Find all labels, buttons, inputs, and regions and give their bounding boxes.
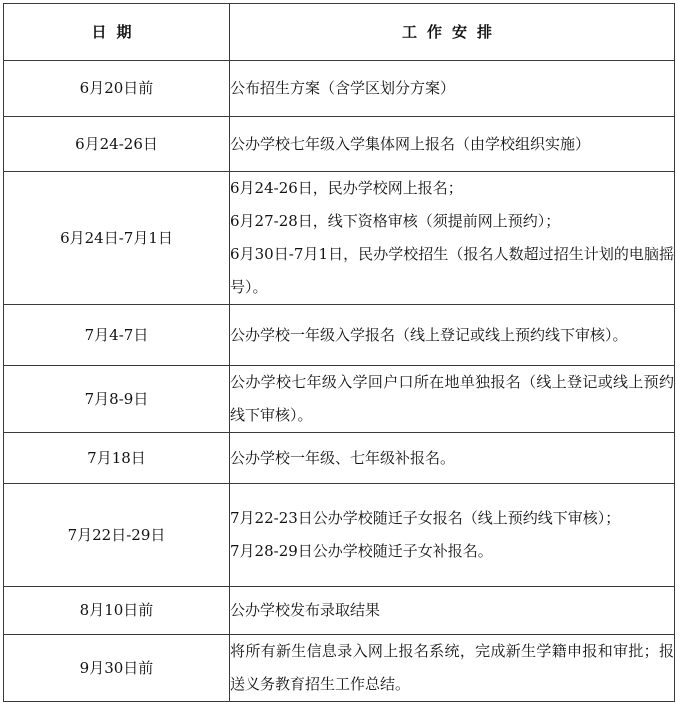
header-date: 日期 <box>4 4 230 61</box>
task-line: 6月24-26日，民办学校网上报名； <box>230 179 463 197</box>
row-date: 9月30日前 <box>4 635 230 702</box>
table-row <box>4 305 675 366</box>
task-line: 6月27-28日，线下资格审核（须提前网上预约）； <box>230 212 561 230</box>
row-task <box>230 172 675 305</box>
task-line: 将所有新生信息录入网上报名系统，完成新生学籍申报和审批；报送义务教育招生工作总结。 <box>230 642 674 693</box>
task-line: 公办学校一年级入学报名（线上登记或线上预约线下审核）。 <box>230 325 628 344</box>
table-row <box>4 366 675 433</box>
header-task: 工作安排 <box>230 4 675 61</box>
row-task <box>230 61 675 117</box>
table-row <box>4 484 675 587</box>
row-date: 7月4-7日 <box>4 305 230 366</box>
row-task <box>230 587 675 635</box>
task-line: 公办学校一年级、七年级补报名。 <box>230 448 456 467</box>
row-date: 6月24日-7月1日 <box>4 172 230 305</box>
table-row <box>4 433 675 484</box>
row-task <box>230 117 675 172</box>
row-date: 7月8-9日 <box>4 366 230 433</box>
table-row <box>4 61 675 117</box>
row-task <box>230 484 675 587</box>
task-line: 公办学校七年级入学集体网上报名（由学校组织实施） <box>230 134 591 153</box>
row-date: 6月24-26日 <box>4 117 230 172</box>
table-row <box>4 587 675 635</box>
task-line: 公布招生方案（含学区划分方案） <box>230 79 456 97</box>
task-line: 公办学校七年级入学回户口所在地单独报名（线上登记或线上预约线下审核）。 <box>230 373 674 424</box>
task-line: 公办学校发布录取结果 <box>230 601 381 619</box>
row-date: 6月20日前 <box>4 61 230 117</box>
task-line: 6月30日-7月1日，民办学校招生（报名人数超过招生计划的电脑摇号）。 <box>230 245 674 296</box>
row-task <box>230 635 675 702</box>
table-row <box>4 635 675 702</box>
table-row <box>4 172 675 305</box>
row-date: 8月10日前 <box>4 587 230 635</box>
schedule-table <box>3 3 675 702</box>
table-header-row <box>4 4 675 61</box>
row-date: 7月18日 <box>4 433 230 484</box>
row-task <box>230 433 675 484</box>
task-line: 7月28-29日公办学校随迁子女补报名。 <box>230 542 493 560</box>
table-row <box>4 117 675 172</box>
task-line: 7月22-23日公办学校随迁子女报名（线上预约线下审核）； <box>230 509 621 527</box>
row-date: 7月22日-29日 <box>4 484 230 587</box>
row-task <box>230 366 675 433</box>
row-task <box>230 305 675 366</box>
